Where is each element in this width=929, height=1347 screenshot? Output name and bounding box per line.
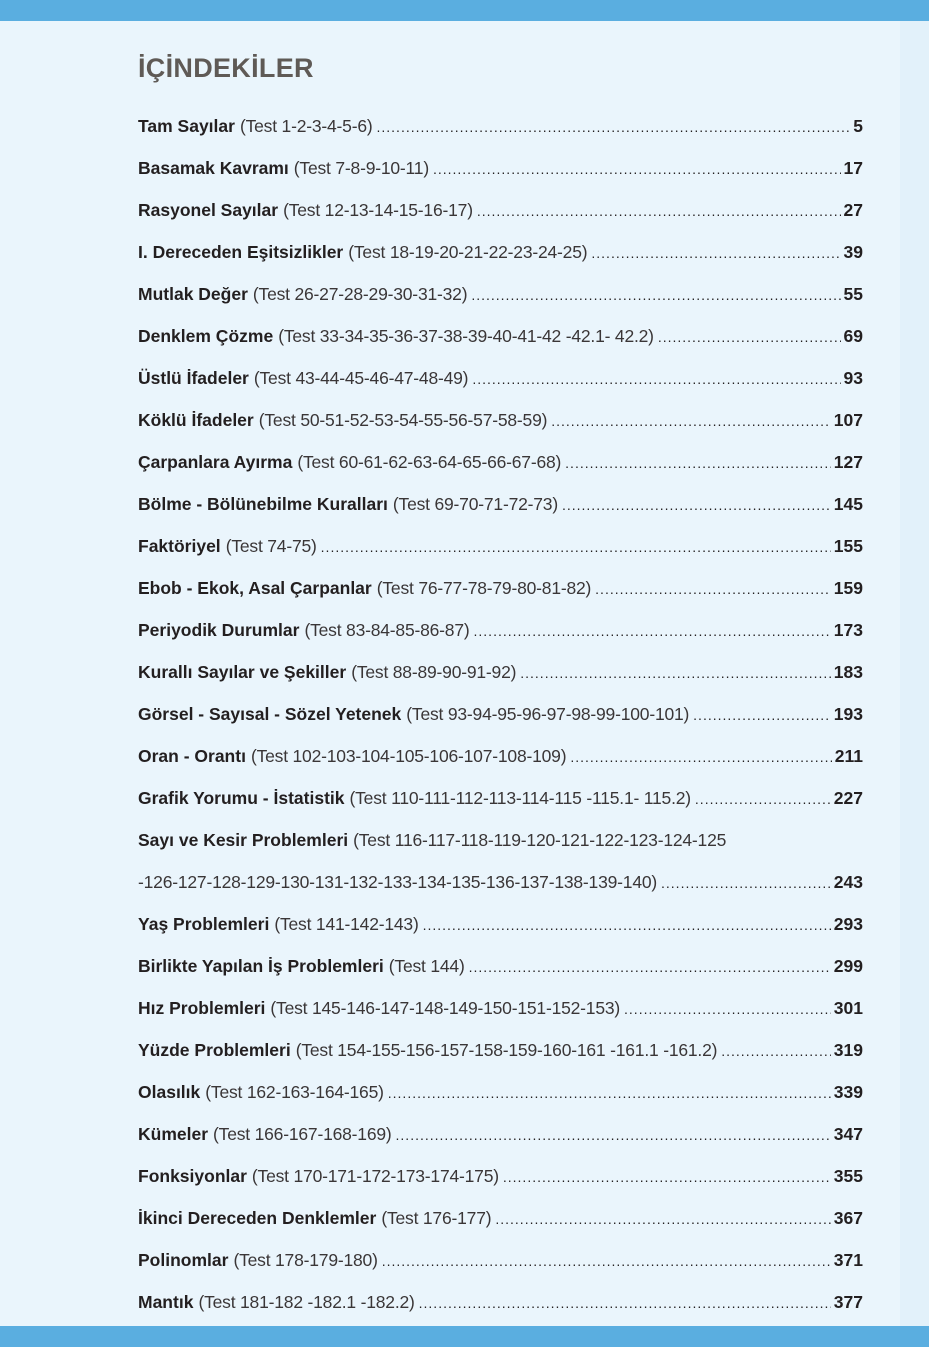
toc-page-number: 299 bbox=[833, 956, 863, 976]
toc-entry bbox=[138, 231, 863, 273]
toc-dot-leader bbox=[477, 190, 841, 232]
toc-test-numbers: (Test 60-61-62-63-64-65-66-67-68) bbox=[297, 452, 562, 472]
toc-dot-leader bbox=[377, 106, 851, 148]
toc-dot-leader bbox=[469, 946, 831, 988]
toc-topic-title: Denklem Çözme bbox=[138, 326, 274, 346]
toc-topic-title: Kurallı Sayılar ve Şekiller bbox=[138, 662, 347, 682]
toc-test-numbers: (Test 43-44-45-46-47-48-49) bbox=[253, 368, 469, 388]
toc-dot-leader bbox=[624, 988, 831, 1030]
toc-topic-title: Fonksiyonlar bbox=[138, 1166, 247, 1186]
toc-page-number: 27 bbox=[843, 200, 863, 220]
toc-dot-leader bbox=[591, 232, 840, 274]
toc-dot-leader bbox=[471, 274, 840, 316]
toc-page-number: 145 bbox=[833, 494, 863, 514]
toc-entry bbox=[138, 1071, 863, 1113]
toc-dot-leader bbox=[693, 694, 831, 736]
toc-topic-title: Görsel - Sayısal - Sözel Yetenek bbox=[138, 704, 402, 724]
toc-page-number: 355 bbox=[833, 1166, 863, 1186]
toc-topic-title: Grafik Yorumu - İstatistik bbox=[138, 788, 345, 808]
toc-entry bbox=[138, 1197, 863, 1239]
toc-topic-title: Faktöriyel bbox=[138, 536, 221, 556]
toc-dot-leader bbox=[472, 358, 840, 400]
toc-topic-title: Ebob - Ekok, Asal Çarpanlar bbox=[138, 578, 372, 598]
toc-entry bbox=[138, 735, 863, 777]
toc-page-number: 339 bbox=[833, 1082, 863, 1102]
toc-entry bbox=[138, 693, 863, 735]
toc-page-number: 17 bbox=[843, 158, 863, 178]
toc-page-number: 293 bbox=[833, 914, 863, 934]
toc-dot-leader bbox=[520, 652, 831, 694]
toc-entry bbox=[138, 987, 863, 1029]
toc-topic-title: Çarpanlara Ayırma bbox=[138, 452, 293, 472]
toc-dot-leader bbox=[423, 904, 831, 946]
toc-topic-title: Bölme - Bölünebilme Kuralları bbox=[138, 494, 388, 514]
toc-dot-leader bbox=[595, 568, 831, 610]
toc-test-numbers: (Test 74-75) bbox=[225, 536, 317, 556]
toc-entry bbox=[138, 1239, 863, 1281]
toc-test-numbers: (Test 178-179-180) bbox=[233, 1250, 378, 1270]
toc-entry bbox=[138, 1113, 863, 1155]
toc-test-numbers: (Test 166-167-168-169) bbox=[213, 1124, 392, 1144]
toc-dot-leader bbox=[570, 736, 831, 778]
toc-entry bbox=[138, 483, 863, 525]
top-accent-bar bbox=[0, 0, 929, 21]
toc-entry bbox=[138, 945, 863, 987]
toc-test-numbers: (Test 181-182 -182.1 -182.2) bbox=[198, 1292, 415, 1312]
toc-page-number: 127 bbox=[833, 452, 863, 472]
toc-page-number: 193 bbox=[833, 704, 863, 724]
toc-test-numbers: (Test 110-111-112-113-114-115 -115.1- 115.2) bbox=[349, 788, 691, 808]
toc-page-number: 301 bbox=[833, 998, 863, 1018]
toc-page-number: 55 bbox=[843, 284, 863, 304]
toc-entry bbox=[138, 903, 863, 945]
toc-test-numbers: (Test 116-117-118-119-120-121-122-123-124-125 bbox=[353, 830, 727, 850]
toc-entry bbox=[138, 105, 863, 147]
toc-test-numbers: (Test 26-27-28-29-30-31-32) bbox=[252, 284, 468, 304]
toc-topic-title: Basamak Kavramı bbox=[138, 158, 289, 178]
toc-page-number: 93 bbox=[843, 368, 863, 388]
toc-dot-leader bbox=[565, 442, 831, 484]
toc-entry bbox=[138, 777, 863, 819]
toc-entry bbox=[138, 399, 863, 441]
toc-topic-title: Olasılık bbox=[138, 1082, 201, 1102]
toc-test-numbers: -126-127-128-129-130-131-132-133-134-135-136-137-138-139-140) bbox=[138, 872, 658, 892]
toc-dot-leader bbox=[551, 400, 831, 442]
toc-entry bbox=[138, 147, 863, 189]
toc-entry bbox=[138, 1281, 863, 1323]
toc-dot-leader bbox=[695, 778, 831, 820]
toc-test-numbers: (Test 83-84-85-86-87) bbox=[304, 620, 470, 640]
toc-topic-title: Periyodik Durumlar bbox=[138, 620, 300, 640]
toc-entry bbox=[138, 1029, 863, 1071]
toc-dot-leader bbox=[419, 1282, 831, 1324]
toc-dot-leader bbox=[721, 1030, 831, 1072]
table-of-contents bbox=[138, 105, 863, 1323]
toc-entry bbox=[138, 861, 863, 903]
toc-entry bbox=[138, 651, 863, 693]
toc-topic-title: Tam Sayılar bbox=[138, 116, 235, 136]
toc-topic-title: Hız Problemleri bbox=[138, 998, 266, 1018]
toc-dot-leader bbox=[388, 1072, 831, 1114]
toc-topic-title: Yaş Problemleri bbox=[138, 914, 270, 934]
toc-test-numbers: (Test 141-142-143) bbox=[274, 914, 419, 934]
toc-test-numbers: (Test 93-94-95-96-97-98-99-100-101) bbox=[406, 704, 690, 724]
toc-page-number: 211 bbox=[834, 746, 863, 766]
toc-topic-title: Mantık bbox=[138, 1292, 194, 1312]
toc-topic-title: Yüzde Problemleri bbox=[138, 1040, 291, 1060]
toc-test-numbers: (Test 18-19-20-21-22-23-24-25) bbox=[348, 242, 588, 262]
toc-page-number: 319 bbox=[833, 1040, 863, 1060]
toc-page-number: 377 bbox=[833, 1292, 863, 1312]
toc-test-numbers: (Test 102-103-104-105-106-107-108-109) bbox=[250, 746, 567, 766]
toc-page-number: 227 bbox=[833, 788, 863, 808]
toc-test-numbers: (Test 170-171-172-173-174-175) bbox=[251, 1166, 499, 1186]
toc-test-numbers: (Test 33-34-35-36-37-38-39-40-41-42 -42.1- 42.2) bbox=[278, 326, 654, 346]
toc-page-number: 69 bbox=[843, 326, 863, 346]
toc-topic-title: Mutlak Değer bbox=[138, 284, 248, 304]
toc-page-number: 5 bbox=[853, 116, 863, 136]
toc-entry bbox=[138, 315, 863, 357]
toc-dot-leader bbox=[382, 1240, 831, 1282]
toc-dot-leader bbox=[396, 1114, 831, 1156]
toc-test-numbers: (Test 76-77-78-79-80-81-82) bbox=[376, 578, 592, 598]
toc-entry bbox=[138, 1155, 863, 1197]
toc-topic-title: Rasyonel Sayılar bbox=[138, 200, 279, 220]
toc-test-numbers: (Test 50-51-52-53-54-55-56-57-58-59) bbox=[258, 410, 548, 430]
toc-test-numbers: (Test 154-155-156-157-158-159-160-161 -161.1 -161.2) bbox=[295, 1040, 718, 1060]
toc-test-numbers: (Test 176-177) bbox=[381, 1208, 492, 1228]
toc-entry bbox=[138, 609, 863, 651]
bottom-accent-bar bbox=[0, 1326, 929, 1347]
toc-page-number: 155 bbox=[833, 536, 863, 556]
toc-page-number: 347 bbox=[833, 1124, 863, 1144]
toc-topic-title: Üstlü İfadeler bbox=[138, 368, 249, 388]
toc-page-number: 39 bbox=[843, 242, 863, 262]
toc-topic-title: Sayı ve Kesir Problemleri bbox=[138, 830, 349, 850]
toc-dot-leader bbox=[562, 484, 831, 526]
toc-dot-leader bbox=[495, 1198, 830, 1240]
toc-entry bbox=[138, 441, 863, 483]
toc-page-number: 371 bbox=[833, 1250, 863, 1270]
toc-entry bbox=[138, 567, 863, 609]
toc-dot-leader bbox=[474, 610, 831, 652]
toc-topic-title: Polinomlar bbox=[138, 1250, 229, 1270]
toc-page-number: 159 bbox=[833, 578, 863, 598]
toc-entry bbox=[138, 525, 863, 567]
toc-entry bbox=[138, 819, 863, 861]
toc-page-number: 183 bbox=[833, 662, 863, 682]
toc-test-numbers: (Test 162-163-164-165) bbox=[205, 1082, 384, 1102]
toc-dot-leader bbox=[433, 148, 841, 190]
toc-test-numbers: (Test 69-70-71-72-73) bbox=[392, 494, 558, 514]
toc-page-number: 243 bbox=[833, 872, 863, 892]
toc-dot-leader bbox=[658, 316, 841, 358]
toc-entry bbox=[138, 189, 863, 231]
right-margin-strip bbox=[900, 21, 929, 1326]
toc-entry bbox=[138, 357, 863, 399]
toc-page-number: 107 bbox=[833, 410, 863, 430]
toc-test-numbers: (Test 144) bbox=[388, 956, 465, 976]
toc-topic-title: Oran - Orantı bbox=[138, 746, 246, 766]
toc-topic-title: Köklü İfadeler bbox=[138, 410, 254, 430]
toc-topic-title: I. Dereceden Eşitsizlikler bbox=[138, 242, 344, 262]
toc-dot-leader bbox=[503, 1156, 831, 1198]
toc-entry bbox=[138, 273, 863, 315]
toc-topic-title: Birlikte Yapılan İş Problemleri bbox=[138, 956, 384, 976]
toc-page-number: 173 bbox=[833, 620, 863, 640]
toc-test-numbers: (Test 12-13-14-15-16-17) bbox=[283, 200, 473, 220]
toc-topic-title: İkinci Dereceden Denklemler bbox=[138, 1208, 377, 1228]
toc-dot-leader bbox=[661, 862, 831, 904]
page-title: İÇİNDEKİLER bbox=[138, 53, 314, 83]
toc-test-numbers: (Test 7-8-9-10-11) bbox=[293, 158, 429, 178]
toc-topic-title: Kümeler bbox=[138, 1124, 209, 1144]
toc-dot-leader bbox=[321, 526, 831, 568]
toc-page-number: 367 bbox=[833, 1208, 863, 1228]
toc-test-numbers: (Test 1-2-3-4-5-6) bbox=[239, 116, 373, 136]
toc-test-numbers: (Test 145-146-147-148-149-150-151-152-153) bbox=[270, 998, 621, 1018]
toc-test-numbers: (Test 88-89-90-91-92) bbox=[351, 662, 517, 682]
